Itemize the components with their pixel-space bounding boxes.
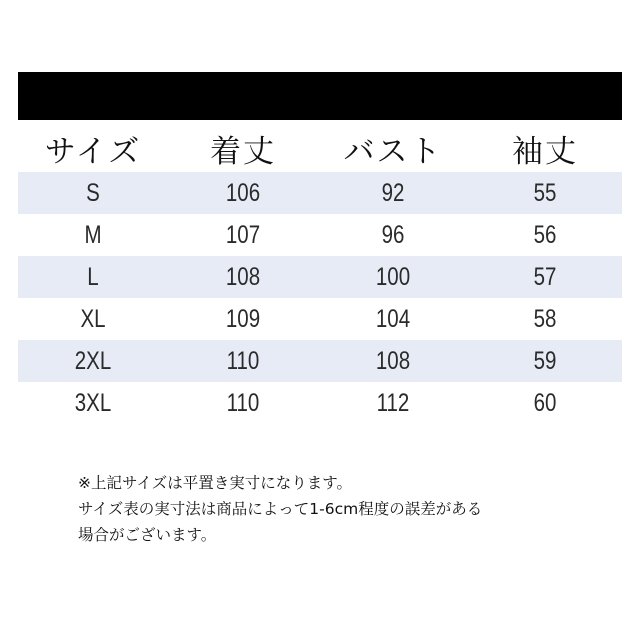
cell-bust: 92 (381, 178, 405, 207)
cell-size: 2XL (74, 346, 112, 375)
header-sleeve: 袖丈 (512, 133, 578, 170)
table-row (18, 214, 622, 256)
header-size: サイズ (44, 133, 142, 170)
cell-size: M (84, 220, 102, 249)
table-row (18, 172, 622, 214)
header-length: 着丈 (210, 133, 276, 170)
table-row (18, 256, 622, 298)
note-line: 場合がございます。 (78, 526, 217, 544)
cell-sleeve: 60 (533, 388, 557, 417)
cell-bust: 112 (376, 388, 410, 417)
header-bar (18, 72, 622, 120)
cell-length: 108 (225, 262, 261, 291)
table-row (18, 382, 622, 424)
table-row (18, 340, 622, 382)
note-line: ※上記サイズは平置き実寸になります。 (78, 474, 353, 492)
size-notes (78, 470, 608, 548)
note-line: サイズ表の実寸法は商品によって1-6cm程度の誤差がある (78, 500, 483, 518)
cell-bust: 108 (375, 346, 411, 375)
cell-sleeve: 56 (533, 220, 557, 249)
cell-sleeve: 59 (533, 346, 557, 375)
cell-size: S (86, 178, 100, 207)
size-table (18, 124, 622, 424)
cell-bust: 104 (375, 304, 411, 333)
cell-size: XL (80, 304, 106, 333)
cell-size: L (87, 262, 99, 291)
cell-sleeve: 58 (533, 304, 557, 333)
header-bust: バスト (343, 133, 443, 170)
cell-bust: 100 (375, 262, 411, 291)
cell-size: 3XL (74, 388, 112, 417)
cell-sleeve: 55 (533, 178, 557, 207)
cell-length: 109 (225, 304, 261, 333)
cell-length: 107 (225, 220, 261, 249)
table-row (18, 298, 622, 340)
cell-length: 110 (226, 388, 260, 417)
cell-length: 106 (225, 178, 261, 207)
table-header (18, 124, 622, 172)
cell-length: 110 (226, 346, 260, 375)
cell-sleeve: 57 (533, 262, 557, 291)
cell-bust: 96 (381, 220, 405, 249)
